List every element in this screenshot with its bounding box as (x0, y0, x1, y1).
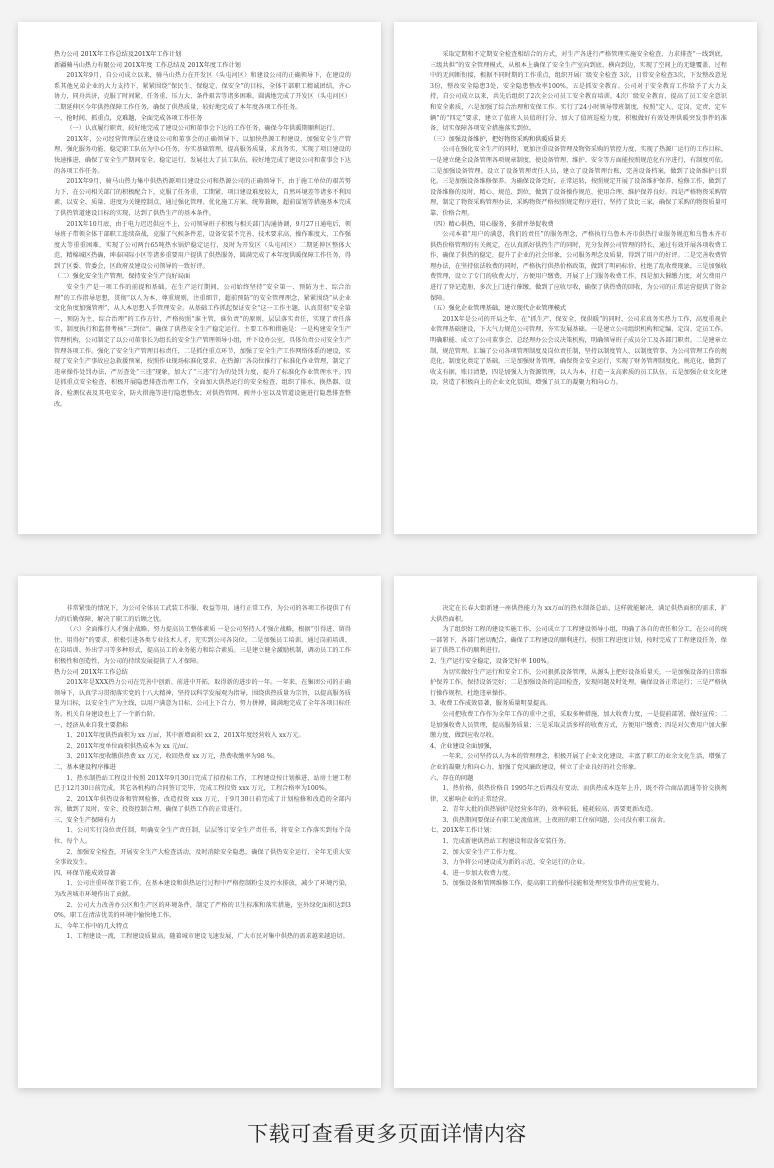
document-page-1 (18, 22, 381, 534)
section-heading: 一、经济从业自我主要指标 (54, 721, 129, 729)
section-heading: （五）强化企业管理基础，建立现代企业管理模式 (430, 305, 567, 313)
section-heading: 2、生产运行安全稳定，设备完好率 100%。 (430, 657, 553, 665)
section-heading: 4、企业建设全面加强， (430, 742, 496, 750)
paragraph: 2、加强安全检查，开展安全生产大检查活动，及时消除安全隐患，确保了供热安全运行，全年无重大安全事故发生。 (54, 848, 351, 867)
paragraph: 1、完成新建供热站工程建设和设备安装任务。 (442, 838, 571, 846)
paragraph: （一）认真履行职责，较好地完成了建设公司和董事会下达的工作任务，确保今年供暖期顺利运行。 (66, 125, 339, 133)
page-text (54, 604, 351, 1068)
paragraph: 2、公司大力改善办公区和生产区的环境条件，制定了严格的卫生标准和落实措施，室外绿化面积达到30%，职工在清洁优美的环境中愉快地工作。 (54, 901, 351, 920)
paragraph: 1、热价格，供热价格自 1995年之后再没有变动，而供热成本连年上升，既不符合商品流通等价交换规律，又影响企业的正常经营。 (430, 785, 727, 803)
paragraph: 201X年，公司经营管理层在建设公司和董事会的正确领导下，以加快热源工程建设、加强安全生产管理、强化服务功能、稳定职工队伍为中心任务，夯实基础管理，提高服务质量，求真务实，实现了项目建设的快速推进，确保了安全生产期间安全、稳定运行，发展壮大了员工队伍，较好地完成了建设公司和董事会下达的各项工作任务。 (54, 135, 351, 175)
paragraph: 1、公司实行岗位责任制，明确安全生产责任制，层层签订安全生产责任书，将安全工作落实到每个岗位、每个人。 (54, 827, 351, 846)
paragraph: 201X年10月底，由于电力迟迟供应不上，公司领导班子积极与相关部门沟通协调，9月27日通电后，领导班子带领全体干部职工连续奋战，克服了气候条件差，设备安装不完善、技术要求高、操作难度大、工作强度大等重重困难，实现了公司两台65吨热水锅炉稳定运行，及时为开发区（头屯河区）二期延伸区整体大范、精棉城区热确，坤泰国际小区等诸多重要用户提供了供热服务，圆满完成了本年度供暖保障工作任务，得到了区委、管委会，区政府及建设公司领导的一致好评。 (54, 220, 351, 270)
doc-title: 热力公司 201X年工作总结及201X年工作计划 (54, 51, 182, 58)
page-text (430, 604, 727, 1068)
paragraph: 2、加大安全生产工作力度。 (442, 848, 521, 856)
paragraph: 公司本着“用户的满意，我们的责任”的服务理念，严格执行乌鲁木齐市供热行业服务规范和乌鲁木齐市供热价格管理的有关规定，在认真抓好供热生产的同时，充分发挥公司管理的特长，通过有效开展各项收费工作，确保了供热的稳定，提升了企业的社会形象，公司服务理念及质量，得到了用户的好评。二是完善收费管理办法，在坚持依法收费的同时，严格执行供热价格政策，做到了明码标价，杜绝了乱收费现象，三是加强收费管理，设立了专门的收费大厅，方便用户缴费，开展了上门服务收费工作，四是加大催缴力度，对欠费用户进行了登记造册，多次上门进行催缴，做到了应收尽收，确保了供热费的回收，为公司的正常运营提供了资金保障。 (430, 231, 727, 302)
paragraph: 公司把收费工作作为全年工作的重中之重，采取多种措施，加大收费力度，一是提前部署，做好宣传；二是加强收费人员管理，提高服务质量；三是采取灵活多样的收费方式，方便用户缴费；四是对欠费用户加大催缴力度，做到应收尽收。 (430, 710, 727, 740)
section-heading: （四）精心供热，用心服务，多措并举促收费 (430, 220, 554, 228)
paragraph: 1、工程建设一流，工程建设质量高，随着城市建设飞速发展，广大市民对集中供热的需求越来越迫切。 (66, 933, 349, 941)
paragraph: 采取定期和不定期安全检查相结合的方式，对生产各进行严格管理实施安全检查，力求排查“一线到底，三级共担”的安全管理模式，从根本上确保了安全生产室向到底、横向到边，实现了空间上的无缝覆盖，过程中的无间断衔接，根据不同时期的工作重点，组织开展厂级安全检查 3次，日常安全检查3次，下发整改意见3份，整改安全隐患3处，安全隐患整改率100%，五是抓安全教育。公司对于安全教育工作给予了大力支持，自公司成立以来，共先后组织了2次全公司员工安全教育培训，4次厂级安全教育，提高了员工安全意识和安全素质，六是加强了综合治理和安保工作。实行了24小时领导带班制度，按照“定人、定岗、定责、定车辆”的“四定”要求，建立了值班人员值班打分，加大了值班巡检力度，积极做好有效处理供暖突发事件的准备，切实保障各项安全措施落实到位。 (430, 51, 727, 133)
section-heading: 七、201X年工作计划： (430, 827, 496, 835)
section-heading: 一、抢时间、抓重点，克难题，全面完成各项工作任务 (54, 114, 203, 122)
document-page-4 (394, 576, 757, 1088)
paragraph: 一年来，公司坚持以人为本的管理理念，积极开展了企业文化建设，丰富了职工的业余文化生活，增强了企业的凝聚力和向心力，加强了党风廉政建设，树立了企业良好的社会形象。 (430, 753, 727, 771)
section-heading: （三）加强设备维护，把好物资采购和供暖质量关 (430, 135, 567, 143)
paragraph: 3、供热期间要保证有职工轮流值班，上夜班的职工住宿问题，公司没有职工宿舍。 (442, 816, 670, 824)
page-text (430, 50, 727, 514)
paragraph: 2、青年大批的供热锅炉是经营多年的，效率较低，能耗较高，需要更新改造。 (442, 806, 657, 814)
paragraph: （六）全面推行人才强企战略，努力提高员工整体素质 一是公司坚持人才强企战略，根据“引得进、留得住、用得好”的要求，积极引进各类专业技术人才，充实到公司各岗位。二是加强员工培训，通过岗前培训、在岗培训、外出学习等多种形式，提高员工的业务能力和综合素质。三是建立健全激励机制，调动员工的工作积极性和创造性，为公司的持续发展提供了人才保障。 (54, 626, 351, 665)
paragraph: 决定在长春大街新建一座供热能力为 xx万㎡的热水制备总站，这样就能解决，满足供热面积的需求，扩大供热面积。 (430, 605, 727, 623)
paragraph: 1、公司注重环保节能工作，在基本建设和供热运行过程中严格控制粉尘及污水排放，减少了环境污染，为改善城市环境作出了贡献。 (54, 880, 351, 899)
doc-subtitle: 新疆骑马山热力有限公司 201X年度 工作总结及 201X年度工作计划 (54, 61, 241, 69)
section-heading: 四、环保节能成效显著 (54, 869, 116, 877)
paragraph: 3、201X年度收缴供热费 xx 万元，收回热费 xx 万元，热费收缴率为98 %。 (66, 753, 279, 761)
paragraph: 为切实做好生产运行和安全工作，公司狠抓设备管理，从源头上把好设备质量关，一是加强设备的日常维护保养工作，保持设备完好；二是加强设备的巡回检查，发现问题及时处理，确保设备正常运行；三是严格执行操作规程，杜绝违章操作。 (430, 668, 727, 697)
paragraph: 201X年9月，骑马山热力集中供热热源项目建设公司和热源公司的正确领导下，由于施工单位的艰苦努力下，在公司相关部门的积极配合下，克服了任务重、工期紧、项目建设难度较大，自然环境差等诸多不利因素，以安全、质量、进度为关键控制点，通过强化管理、优化施工方案、统筹兼顾，超前谋划等措施基本完成了供热管道建设目标的实现，达到了供热生产的基本条件。 (54, 178, 351, 217)
section-heading: （二）强化安全生产管理，保持安全生产良好局面 (54, 273, 191, 281)
paragraph: 201X年9月，自公司成立以来，骑马山热力在开发区（头屯河区）和建设公司的正确领导下，在建设的系其他兄弟企业的大力支持下，紧紧围绕“保民生、保稳定、保安全”的目标，全体干部职工精诚团结，齐心协力，同舟共济，克服了时间紧、任务重、压力大、条件艰苦等诸多困难，圆满地完成了开发区（头屯河区）二期延伸区今年供热保障工作任务，确保了供热质量，较好地完成了本年度各项工作任务。 (54, 72, 351, 111)
document-page-3 (18, 576, 381, 1088)
paragraph: 2、201X年度单位面积供热成本为 xx 元/㎡。 (66, 742, 193, 750)
page-text (54, 50, 351, 514)
paragraph: 3、力争将公司建设成为新的示范、安全运行的企业。 (442, 859, 589, 867)
doc-title: 热力公司 201X年工作总结 (54, 668, 128, 676)
paragraph: 201X年是XXX热力公司在完善中创新、前进中开拓，取得新的进步的一年。一年来，在集团公司的正确领导下，认真学习贯彻落实党的十八大精神，坚持以科学发展观为指导，围绕供热质量为宗旨，以提高服务质量为目标，以安全生产为主线，以用户满意为目标，公司上下合力，努力拼搏，圆满地完成了全年各项目标任务。机关自身建设也上了一个新台阶。 (54, 679, 351, 718)
paragraph: 201X年是公司的开局之年，在“抓生产、保安全、保供暖”的同时，公司求真务实热力工作，高度重视企业管理基础建设，下大气力规范公司管理，夯实发展基础。一是建立公司组织机构和定编、定岗、定员工作。明确职能、成立了公司董事会、总经理办公会议决策机构，明确领导班子成员分工及各部门职责。二是建章立制，规范管理。汇编了公司各项管理制度及岗位责任制，坚持以制度管人、以制度管事，为公司管理工作的规范化、制度化奠定了基础，三是加强财务管理，确保资金安全运行，实现了财务管理制度化、规范化，做到了收支有据，账目清楚，四是加强人力资源管理，以人为本，打造一支高素质的员工队伍，五是加强企业文化建设，营造了积极向上的企业文化氛围，增强了员工的凝聚力和向心力。 (430, 315, 727, 387)
paragraph: 安全生产是一项工作的前提和基础。在生产运行期间，公司始终坚持“安全第一、预防为主、综合治理”的工作指导思想，贯彻“以人为本、尊重规则，注重细节，超前预防”的安全管理理念，紧紧围绕“从企业文化角度加强管理”，从人本思想入手管理安全。从基础工作抓起保证安全“这一工作主题，认真贯彻“安全第一，预防为主，综合治理”的工作方针，严格按照“谁主管，谁负责”的原则，层层落实责任，实现了责任落实，制度执行和监督考核“三到位”，确保了供热安全生产稳定运行。主要工作和措施是：一是构建安全生产管理机构，公司制定了以公司董事长为组长的安全生产管理领导小组，并下设办公室，具体负责公司安全生产管理各项工作。强化了安全生产管理目标责任，二是抓住重点环节，加强了安全生产工作网络体系的建设，实现了安全生产事故应急救援预案，按照作业现场标准化要求，在热源厂各岗位推行了标准化作业管理，制定了违章操作处罚办法，严厉查处“三违”现象，加大了“三违”行为的处罚力度，提升了标准化作业管理水平。四是抓重点安全检查，积极开展隐患排查治理工作，全面加大供热运行的安全检查，组织了排水、换热器、设备、检测仪表及其电安全，防火措施等进行隐患整改；对供热管网、阀井小室以及管道设施进行隐患排查整改。 (54, 284, 351, 408)
paragraph: 为了组织好工程的建设实施工作，公司成立了工程建设领导小组，明确了各自的责任和分工，在公司的统一部署下，各部门密切配合，确保了工程建设的顺利进行，按照工程进度计划，按时完成了工程建设任务，保证了供热工作的顺利进行。 (430, 626, 727, 655)
paragraph: 1、热水制热站工程设计按照 201X年9月30日完成了招投标工作，工程建设按计划推进，站房土建工程已于12月30日前完成，其它各机构的合同签订完毕，完成工程投资 xxx 万元，工程合格率为100%。 (54, 774, 351, 793)
section-heading: 二、基本建设程序推进 (54, 763, 116, 771)
paragraph: 公司在强化安全生产的同时，更加注重设备管理及物资采购的管控力度，实现了热源厂运行的工作目标。一是建立健全设备管理各项规章制度，使设备管理、维护、安全等方面能按照规范化有序进行，有制度可依。二是加强设备管理。设立了设备管理责任人员，建立了设备管理台账，完善设备档案，做到了设备维护日常化。三是加强设备维修保养。为确保设备完好，正常运转，按照规定开展了设备维护保养、检修工作，做到了设备维修的及时、精心、规范、到位，做到了设备操作规范、使用合理、维护保养良好。四是严格物资采购管理，制定了物资采购管理办法，采购物资严格按照规定程序进行，坚持了货比三家，确保了采购的物资质量可靠、价格合理。 (430, 146, 727, 217)
paragraph: 2、201X年供热设备和管网检修，改造投资 xxx 万元，于9月30日前完成了计划检修和改造的全部内容，做到了及时、安全、投资控制合理，确保了供热工作的正常进行。 (54, 795, 351, 814)
download-more-footer[interactable]: 下载可查看更多页面详情内容 (247, 1122, 527, 1146)
section-heading: 3、收费工作成效显著，服务质量明显提高。 (430, 700, 552, 708)
section-heading: 三、安全生产保障有力 (54, 816, 116, 824)
document-page-2 (394, 22, 757, 534)
paragraph: 非常紧张的情况下，为公司全体员工武装工作服、收益等用，通行正常工作，为公司的各项工作提供了有力的后勤保障，解决了职工的后顾之忧。 (54, 605, 351, 623)
paragraph: 4、进一步加大收费力度。 (442, 869, 515, 877)
paragraph: 1、201X年度供热面积为 xx 万㎡，其中新增面积 xx 2，201X年度经营收入 xx万元。 (66, 732, 305, 740)
section-heading: 六、存在的问题 (430, 774, 474, 782)
section-heading: 五、今年工作中的几大特点 (54, 922, 129, 930)
paragraph: 5、加强设备和管网维修工作，提高职工的操作技能和处理突发事件的应变能力。 (442, 880, 663, 888)
